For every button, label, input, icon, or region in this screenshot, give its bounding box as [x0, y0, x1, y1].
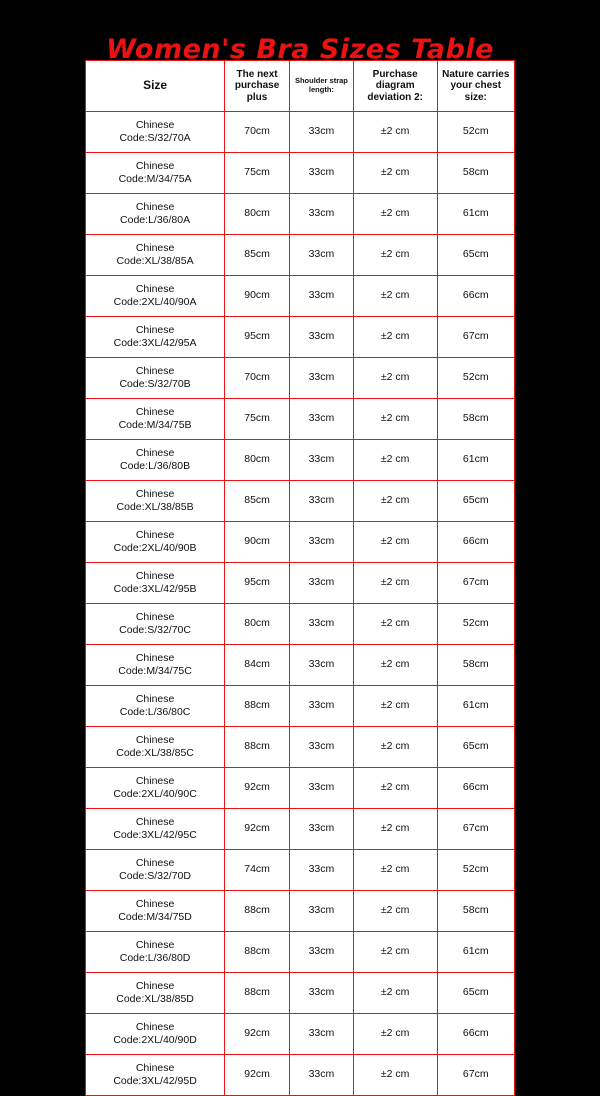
- cell-chest-size: 58cm: [437, 153, 514, 194]
- table-row: [86, 645, 515, 686]
- cell-deviation: ±2 cm: [353, 194, 437, 235]
- cell-next-purchase: 74cm: [225, 850, 290, 891]
- cell-shoulder-strap: 33cm: [290, 399, 354, 440]
- cell-size-line1: Chinese: [135, 159, 175, 172]
- cell-deviation: ±2 cm: [353, 112, 437, 153]
- cell-chest-size: 58cm: [437, 891, 514, 932]
- cell-size-line2: Code:2XL/40/90A: [113, 296, 197, 308]
- cell-size: [86, 235, 225, 276]
- cell-size-line1: Chinese: [135, 815, 175, 828]
- cell-chest-size: 67cm: [437, 317, 514, 358]
- cell-next-purchase: 88cm: [225, 891, 290, 932]
- cell-shoulder-strap: 33cm: [290, 645, 354, 686]
- cell-chest-size: 52cm: [437, 604, 514, 645]
- cell-shoulder-strap: 33cm: [290, 522, 354, 563]
- cell-deviation: ±2 cm: [353, 645, 437, 686]
- cell-next-purchase: 70cm: [225, 112, 290, 153]
- cell-size-line1: Chinese: [135, 938, 175, 951]
- cell-size-line1: Chinese: [135, 323, 175, 336]
- cell-next-purchase: 80cm: [225, 194, 290, 235]
- cell-deviation: ±2 cm: [353, 809, 437, 850]
- cell-shoulder-strap: 33cm: [290, 686, 354, 727]
- cell-size: [86, 1014, 225, 1055]
- table-row: [86, 358, 515, 399]
- cell-deviation: ±2 cm: [353, 563, 437, 604]
- cell-size: [86, 932, 225, 973]
- table-body: [86, 112, 515, 1096]
- cell-deviation: ±2 cm: [353, 891, 437, 932]
- cell-chest-size: 65cm: [437, 235, 514, 276]
- cell-size-line1: Chinese: [135, 1020, 175, 1033]
- cell-shoulder-strap: 33cm: [290, 440, 354, 481]
- cell-size: [86, 358, 225, 399]
- cell-next-purchase: 80cm: [225, 604, 290, 645]
- cell-next-purchase: 90cm: [225, 276, 290, 317]
- cell-shoulder-strap: 33cm: [290, 809, 354, 850]
- cell-size: [86, 768, 225, 809]
- cell-size: [86, 727, 225, 768]
- table-row: [86, 481, 515, 522]
- cell-shoulder-strap: 33cm: [290, 973, 354, 1014]
- table-header: [86, 61, 515, 112]
- cell-size-line2: Code:S/32/70D: [119, 870, 191, 882]
- table-row: [86, 891, 515, 932]
- cell-shoulder-strap: 33cm: [290, 727, 354, 768]
- cell-size-line1: Chinese: [135, 774, 175, 787]
- cell-shoulder-strap: 33cm: [290, 276, 354, 317]
- column-header-deviation: Purchase diagram deviation 2:: [353, 61, 437, 112]
- cell-deviation: ±2 cm: [353, 358, 437, 399]
- cell-size: [86, 112, 225, 153]
- cell-deviation: ±2 cm: [353, 1014, 437, 1055]
- cell-size-line2: Code:L/36/80B: [120, 460, 191, 472]
- cell-shoulder-strap: 33cm: [290, 932, 354, 973]
- cell-size-line2: Code:3XL/42/95D: [113, 1075, 197, 1087]
- cell-deviation: ±2 cm: [353, 686, 437, 727]
- cell-size-line2: Code:S/32/70B: [119, 378, 191, 390]
- cell-chest-size: 65cm: [437, 973, 514, 1014]
- table-row: [86, 522, 515, 563]
- cell-next-purchase: 88cm: [225, 727, 290, 768]
- cell-size-line2: Code:3XL/42/95B: [113, 583, 197, 595]
- cell-chest-size: 52cm: [437, 358, 514, 399]
- cell-shoulder-strap: 33cm: [290, 1055, 354, 1096]
- cell-size-line1: Chinese: [135, 405, 175, 418]
- cell-next-purchase: 70cm: [225, 358, 290, 399]
- cell-size: [86, 973, 225, 1014]
- cell-size-line1: Chinese: [135, 733, 175, 746]
- cell-size-line2: Code:L/36/80A: [120, 214, 191, 226]
- cell-deviation: ±2 cm: [353, 276, 437, 317]
- cell-chest-size: 61cm: [437, 686, 514, 727]
- cell-next-purchase: 88cm: [225, 932, 290, 973]
- cell-chest-size: 58cm: [437, 399, 514, 440]
- table-row: [86, 727, 515, 768]
- table-row: [86, 686, 515, 727]
- cell-next-purchase: 88cm: [225, 686, 290, 727]
- cell-size-line2: Code:XL/38/85A: [116, 255, 194, 267]
- table-row: [86, 850, 515, 891]
- cell-size-line1: Chinese: [135, 1061, 175, 1074]
- cell-shoulder-strap: 33cm: [290, 850, 354, 891]
- cell-size-line1: Chinese: [135, 446, 175, 459]
- table-row: [86, 563, 515, 604]
- cell-size: [86, 891, 225, 932]
- cell-next-purchase: 85cm: [225, 481, 290, 522]
- cell-shoulder-strap: 33cm: [290, 563, 354, 604]
- cell-deviation: ±2 cm: [353, 850, 437, 891]
- cell-shoulder-strap: 33cm: [290, 481, 354, 522]
- cell-size: [86, 440, 225, 481]
- bra-size-table: [85, 60, 515, 1096]
- cell-chest-size: 66cm: [437, 768, 514, 809]
- cell-deviation: ±2 cm: [353, 235, 437, 276]
- cell-size-line2: Code:3XL/42/95C: [113, 829, 197, 841]
- cell-shoulder-strap: 33cm: [290, 358, 354, 399]
- column-header-chest-size: Nature carries your chest size:: [437, 61, 514, 112]
- cell-size-line2: Code:XL/38/85C: [116, 747, 194, 759]
- cell-deviation: ±2 cm: [353, 932, 437, 973]
- cell-deviation: ±2 cm: [353, 973, 437, 1014]
- cell-shoulder-strap: 33cm: [290, 891, 354, 932]
- page-title: Women's Bra Sizes Table: [106, 34, 494, 65]
- cell-size-line1: Chinese: [135, 692, 175, 705]
- cell-next-purchase: 95cm: [225, 563, 290, 604]
- cell-size: [86, 686, 225, 727]
- cell-size-line1: Chinese: [135, 651, 175, 664]
- cell-shoulder-strap: 33cm: [290, 317, 354, 358]
- cell-size: [86, 850, 225, 891]
- cell-chest-size: 66cm: [437, 276, 514, 317]
- cell-chest-size: 67cm: [437, 563, 514, 604]
- cell-size-line1: Chinese: [135, 528, 175, 541]
- cell-chest-size: 61cm: [437, 194, 514, 235]
- cell-chest-size: 52cm: [437, 112, 514, 153]
- cell-chest-size: 52cm: [437, 850, 514, 891]
- cell-size-line2: Code:2XL/40/90D: [113, 1034, 197, 1046]
- cell-deviation: ±2 cm: [353, 1055, 437, 1096]
- cell-size: [86, 276, 225, 317]
- cell-size-line1: Chinese: [135, 569, 175, 582]
- cell-size-line2: Code:M/34/75D: [118, 911, 192, 923]
- cell-size-line2: Code:L/36/80D: [119, 952, 191, 964]
- cell-chest-size: 66cm: [437, 522, 514, 563]
- cell-chest-size: 67cm: [437, 809, 514, 850]
- table-row: [86, 235, 515, 276]
- table-row: [86, 809, 515, 850]
- cell-shoulder-strap: 33cm: [290, 153, 354, 194]
- cell-next-purchase: 80cm: [225, 440, 290, 481]
- cell-size-line1: Chinese: [135, 856, 175, 869]
- column-header-shoulder-strap: Shoulder strap length:: [290, 61, 354, 112]
- cell-size-line2: Code:M/34/75C: [118, 665, 192, 677]
- table-row: [86, 399, 515, 440]
- cell-chest-size: 58cm: [437, 645, 514, 686]
- cell-size-line2: Code:XL/38/85B: [116, 501, 194, 513]
- table-row: [86, 1014, 515, 1055]
- cell-size-line2: Code:M/34/75A: [118, 173, 192, 185]
- cell-chest-size: 61cm: [437, 440, 514, 481]
- cell-size-line2: Code:L/36/80C: [119, 706, 191, 718]
- cell-size: [86, 563, 225, 604]
- cell-size: [86, 153, 225, 194]
- cell-size: [86, 645, 225, 686]
- cell-size-line1: Chinese: [135, 241, 175, 254]
- cell-size-line2: Code:S/32/70A: [119, 132, 191, 144]
- cell-deviation: ±2 cm: [353, 317, 437, 358]
- cell-size: [86, 522, 225, 563]
- table-row: [86, 194, 515, 235]
- column-header-next-purchase: The next purchase plus: [225, 61, 290, 112]
- cell-size-line2: Code:2XL/40/90B: [113, 542, 197, 554]
- cell-deviation: ±2 cm: [353, 399, 437, 440]
- table-row: [86, 973, 515, 1014]
- cell-deviation: ±2 cm: [353, 481, 437, 522]
- cell-chest-size: 61cm: [437, 932, 514, 973]
- table-row: [86, 604, 515, 645]
- cell-size-line2: Code:3XL/42/95A: [113, 337, 197, 349]
- cell-shoulder-strap: 33cm: [290, 235, 354, 276]
- cell-next-purchase: 92cm: [225, 1014, 290, 1055]
- cell-size-line1: Chinese: [135, 200, 175, 213]
- cell-chest-size: 66cm: [437, 1014, 514, 1055]
- cell-size: [86, 194, 225, 235]
- cell-next-purchase: 92cm: [225, 809, 290, 850]
- column-header-size: Size: [86, 61, 225, 112]
- cell-next-purchase: 85cm: [225, 235, 290, 276]
- cell-deviation: ±2 cm: [353, 768, 437, 809]
- cell-deviation: ±2 cm: [353, 604, 437, 645]
- cell-next-purchase: 75cm: [225, 153, 290, 194]
- table-row: [86, 153, 515, 194]
- cell-deviation: ±2 cm: [353, 727, 437, 768]
- cell-chest-size: 65cm: [437, 727, 514, 768]
- cell-size-line1: Chinese: [135, 487, 175, 500]
- cell-next-purchase: 92cm: [225, 768, 290, 809]
- table-row: [86, 768, 515, 809]
- cell-size-line1: Chinese: [135, 364, 175, 377]
- cell-shoulder-strap: 33cm: [290, 768, 354, 809]
- table-header-row: [86, 61, 515, 112]
- cell-size: [86, 317, 225, 358]
- table-row: [86, 1055, 515, 1096]
- cell-chest-size: 67cm: [437, 1055, 514, 1096]
- cell-size-line2: Code:M/34/75B: [118, 419, 192, 431]
- table-row: [86, 276, 515, 317]
- cell-size: [86, 1055, 225, 1096]
- cell-size-line1: Chinese: [135, 897, 175, 910]
- cell-next-purchase: 90cm: [225, 522, 290, 563]
- table-row: [86, 317, 515, 358]
- cell-shoulder-strap: 33cm: [290, 1014, 354, 1055]
- cell-next-purchase: 88cm: [225, 973, 290, 1014]
- cell-size-line1: Chinese: [135, 118, 175, 131]
- cell-deviation: ±2 cm: [353, 440, 437, 481]
- cell-next-purchase: 95cm: [225, 317, 290, 358]
- cell-deviation: ±2 cm: [353, 153, 437, 194]
- cell-size: [86, 604, 225, 645]
- cell-next-purchase: 75cm: [225, 399, 290, 440]
- cell-size: [86, 481, 225, 522]
- cell-shoulder-strap: 33cm: [290, 194, 354, 235]
- cell-size: [86, 809, 225, 850]
- cell-size-line1: Chinese: [135, 610, 175, 623]
- cell-size-line2: Code:2XL/40/90C: [113, 788, 197, 800]
- cell-size-line2: Code:S/32/70C: [119, 624, 191, 636]
- cell-size: [86, 399, 225, 440]
- cell-size-line1: Chinese: [135, 979, 175, 992]
- cell-next-purchase: 92cm: [225, 1055, 290, 1096]
- table-row: [86, 112, 515, 153]
- cell-shoulder-strap: 33cm: [290, 112, 354, 153]
- cell-shoulder-strap: 33cm: [290, 604, 354, 645]
- cell-size-line1: Chinese: [135, 282, 175, 295]
- cell-size-line2: Code:XL/38/85D: [116, 993, 194, 1005]
- table-row: [86, 932, 515, 973]
- cell-next-purchase: 84cm: [225, 645, 290, 686]
- table-row: [86, 440, 515, 481]
- cell-chest-size: 65cm: [437, 481, 514, 522]
- cell-deviation: ±2 cm: [353, 522, 437, 563]
